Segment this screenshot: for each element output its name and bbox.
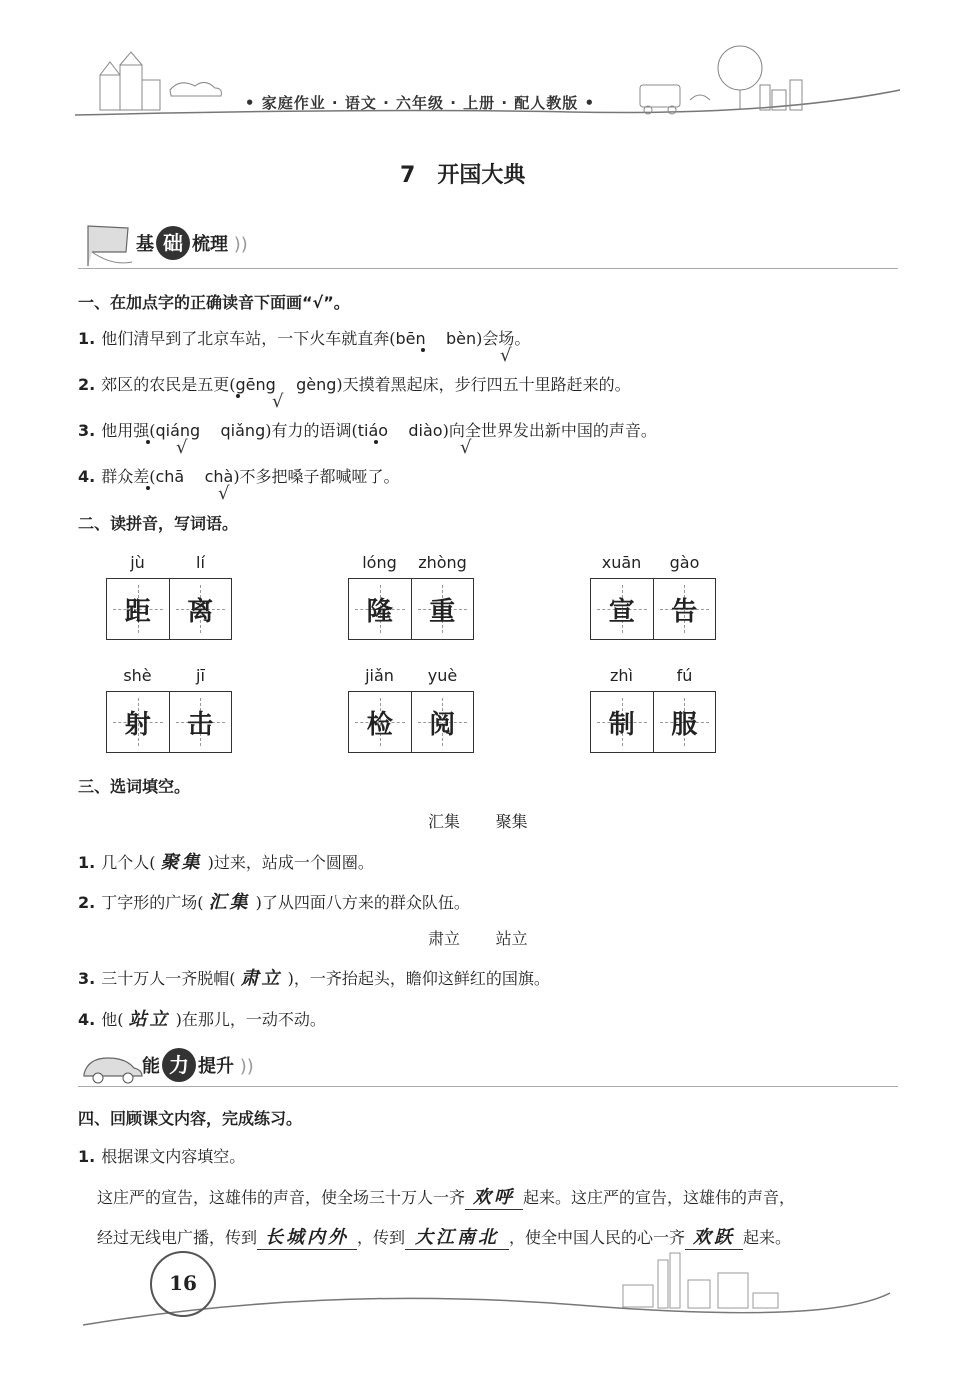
- fill-paragraph-line-1: [97, 1183, 795, 1210]
- s3-item-4: [78, 1005, 326, 1031]
- pinyin-option: gēng: [235, 375, 276, 394]
- check-mark: √: [460, 437, 472, 458]
- word-choice: 汇集: [428, 812, 461, 831]
- pinyin: shè: [123, 666, 152, 685]
- item-number: 1.: [78, 853, 96, 872]
- pinyin-option: qiǎng: [220, 421, 266, 440]
- pinyin-row: [348, 666, 474, 685]
- item-number: 4.: [78, 1010, 96, 1029]
- pinyin-row: [106, 666, 232, 685]
- pinyin-row: [590, 553, 716, 572]
- emphasis-dot: [146, 440, 150, 444]
- castle-sketch: [100, 52, 221, 110]
- pinyin: zhì: [610, 666, 633, 685]
- word-choice: 站立: [495, 929, 528, 948]
- pinyin-row: [348, 553, 474, 572]
- badge-text-post: 提升: [198, 1056, 234, 1077]
- s4-question-1: [78, 1144, 245, 1167]
- word-choice: 肃立: [428, 929, 461, 948]
- s3-item-2: [78, 888, 470, 914]
- handwritten-answer: 站立: [128, 1009, 171, 1030]
- word-box: [590, 578, 716, 640]
- badge-text-pre: 能: [142, 1056, 160, 1077]
- word-box: [590, 691, 716, 753]
- item-number: 3.: [78, 969, 96, 988]
- lesson-number: 7: [400, 163, 416, 188]
- city-skyline-sketch: [623, 1253, 778, 1308]
- badge-text-post: 梳理: [192, 234, 228, 255]
- answer-char: 击: [187, 709, 214, 740]
- answer-char: 宣: [608, 596, 635, 627]
- item-number: 3.: [78, 421, 96, 440]
- section4-heading: 四、回顾课文内容，完成练习。: [78, 1109, 303, 1128]
- answer-char: 离: [187, 596, 214, 627]
- pinyin-option: chā: [155, 467, 185, 486]
- answer-char: 射: [124, 709, 151, 740]
- handwritten-answer: 长城内外: [257, 1223, 357, 1250]
- ability-section-badge: 能 力 提升 )): [142, 1048, 254, 1082]
- item-text: )了从四面八方来的群众队伍。: [255, 893, 470, 912]
- pinyin-row: [590, 666, 716, 685]
- emphasis-dot: [146, 486, 150, 490]
- pinyin: xuān: [601, 553, 642, 572]
- tree-and-car-sketch: [640, 46, 802, 114]
- item-text: )会场。: [476, 329, 531, 348]
- item-number: 1.: [78, 329, 96, 348]
- pinyin-option: bēn: [395, 329, 426, 348]
- item-number: 4.: [78, 467, 96, 486]
- badge-text-big: 力: [162, 1048, 196, 1082]
- pinyin-option: tiáo: [357, 421, 389, 440]
- pinyin: jiǎn: [365, 666, 394, 685]
- item-number: 2.: [78, 893, 96, 912]
- pinyin: yuè: [427, 666, 458, 685]
- item-text: 郊区的农民是五更(: [101, 375, 236, 394]
- item-text: )过来，站成一个圆圈。: [207, 853, 374, 872]
- section2-heading: 二、读拼音，写词语。: [78, 514, 239, 533]
- para-text: ，使全中国人民的心一齐: [509, 1228, 686, 1247]
- check-mark: √: [176, 437, 188, 458]
- pinyin-option: gèng: [296, 375, 337, 394]
- pinyin-option: chà: [204, 467, 234, 486]
- car-icon: [78, 1046, 148, 1086]
- check-mark: √: [500, 345, 512, 366]
- section3-heading: 三、选词填空。: [78, 777, 191, 796]
- item-text: )向全世界发出新中国的声音。: [442, 421, 657, 440]
- pinyin-row: [106, 553, 232, 572]
- pinyin: fú: [676, 666, 693, 685]
- badge-underline: [78, 1086, 898, 1087]
- header-decoration: [70, 40, 910, 130]
- item-text: )，一齐抬起头，瞻仰这鲜红的国旗。: [287, 969, 550, 988]
- handwritten-answer: 欢呼: [465, 1183, 523, 1210]
- para-text: 起来。这庄严的宣告，这雄伟的声音，: [523, 1188, 796, 1207]
- word-choices-1: [428, 809, 528, 832]
- handwritten-answer: 聚集: [160, 852, 203, 873]
- item-text: 丁字形的广场(: [101, 893, 204, 912]
- answer-char: 距: [124, 596, 151, 627]
- item-text: 根据课文内容填空。: [101, 1147, 246, 1166]
- para-text: ，传到: [357, 1228, 406, 1247]
- pinyin: gào: [669, 553, 700, 572]
- para-text: 起来。: [743, 1228, 792, 1247]
- handwritten-answer: 汇集: [208, 892, 251, 913]
- badge-text-big: 础: [156, 226, 190, 260]
- item-text: 群众差(: [101, 467, 156, 486]
- word-box: [106, 578, 232, 640]
- answer-char: 隆: [366, 596, 393, 627]
- lesson-title: [400, 158, 525, 189]
- pinyin-option: diào: [408, 421, 443, 440]
- para-text: 这庄严的宣告，这雄伟的声音，使全场三十万人一齐: [97, 1188, 466, 1207]
- lesson-name: 开国大典: [437, 163, 526, 188]
- emphasis-dot: [236, 394, 240, 398]
- page-number: 16: [150, 1251, 216, 1317]
- answer-char: 检: [366, 709, 393, 740]
- answer-char: 服: [671, 709, 698, 740]
- pinyin: jù: [130, 553, 145, 572]
- word-choices-2: [428, 926, 528, 949]
- section1-heading: 一、在加点字的正确读音下面画“√”。: [78, 293, 350, 312]
- s3-item-1: [78, 848, 374, 874]
- item-text: 他(: [101, 1010, 124, 1029]
- answer-char: 重: [429, 596, 456, 627]
- pinyin: zhòng: [418, 553, 467, 572]
- pinyin: jī: [196, 666, 205, 685]
- check-mark: √: [272, 391, 284, 412]
- item-number: 2.: [78, 375, 96, 394]
- series-title: • 家庭作业 · 语文 · 六年级 · 上册 · 配人教版 •: [244, 94, 596, 112]
- s1-item-2: [78, 372, 631, 395]
- pinyin: lí: [196, 553, 205, 572]
- check-mark: √: [218, 483, 230, 504]
- item-text: 他们清早到了北京车站，一下火车就直奔(: [101, 329, 396, 348]
- word-box: [348, 578, 474, 640]
- handwritten-answer: 欢跃: [685, 1223, 743, 1250]
- s1-item-3: [78, 418, 657, 441]
- item-text: )天摸着黑起床，步行四五十里路赶来的。: [336, 375, 631, 394]
- item-text: )有力的语调(: [265, 421, 358, 440]
- handwritten-answer: 肃立: [240, 968, 283, 989]
- pinyin-option: bèn: [445, 329, 477, 348]
- item-text: )不多把嗓子都喊哑了。: [233, 467, 400, 486]
- s1-item-4: [78, 464, 400, 487]
- pinyin-option: qiáng: [155, 421, 201, 440]
- s1-item-1: [78, 326, 530, 349]
- badge-underline: [78, 268, 898, 269]
- emphasis-dot: [421, 348, 425, 352]
- item-text: )在那儿，一动不动。: [175, 1010, 326, 1029]
- item-text: 三十万人一齐脱帽(: [101, 969, 236, 988]
- answer-char: 告: [671, 596, 698, 627]
- s3-item-3: [78, 964, 550, 990]
- handwritten-answer: 大江南北: [405, 1223, 509, 1250]
- item-number: 1.: [78, 1147, 96, 1166]
- word-box: [348, 691, 474, 753]
- badge-text-pre: 基: [136, 234, 154, 255]
- para-text: 经过无线电广播，传到: [97, 1228, 258, 1247]
- item-text: 他用强(: [101, 421, 156, 440]
- word-choice: 聚集: [495, 812, 528, 831]
- answer-char: 阅: [429, 709, 456, 740]
- item-text: 几个人(: [101, 853, 156, 872]
- answer-char: 制: [608, 709, 635, 740]
- pinyin: lóng: [362, 553, 397, 572]
- word-box: [106, 691, 232, 753]
- emphasis-dot: [374, 440, 378, 444]
- basic-section-badge: 基 础 梳理 )): [136, 226, 248, 260]
